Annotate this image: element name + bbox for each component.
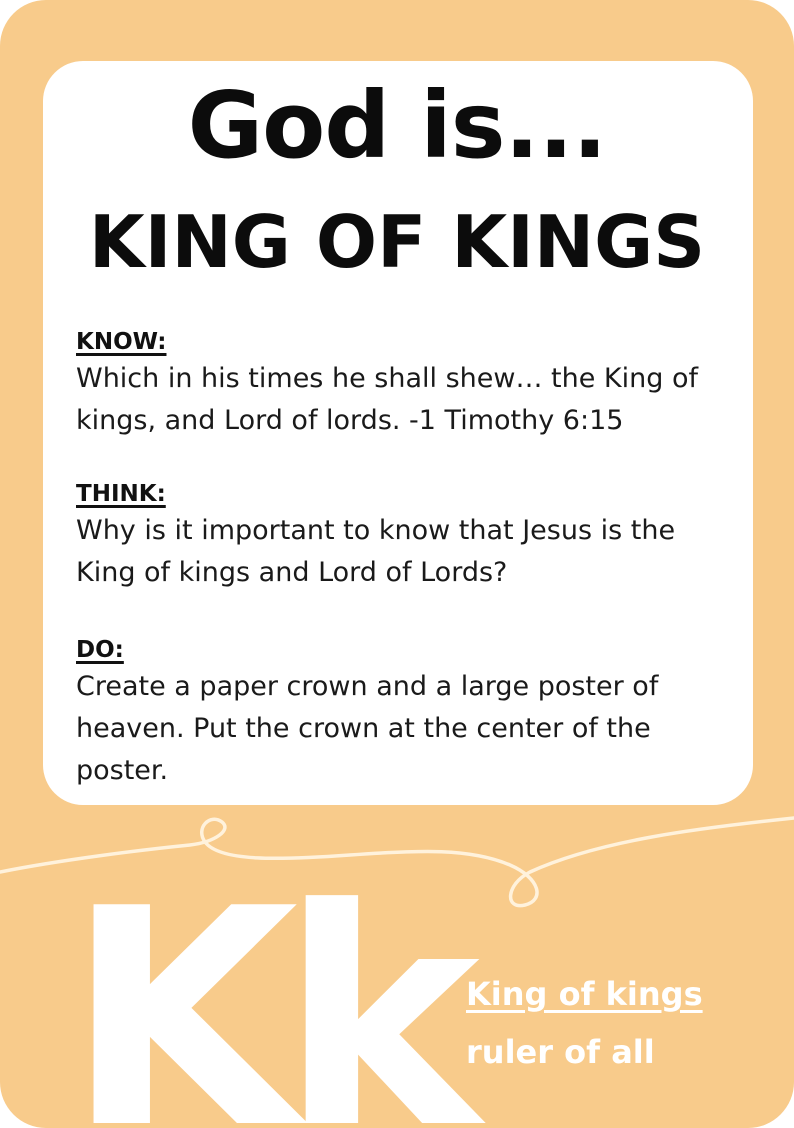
think-heading: THINK:: [76, 481, 166, 507]
tagline-primary: King of kings: [466, 975, 703, 1013]
big-letter: Kk: [66, 845, 462, 1128]
know-heading: KNOW:: [76, 329, 167, 355]
card-title: God is...: [187, 72, 607, 179]
think-body: Why is it important to know that Jesus is the King of kings and Lord of Lords?: [76, 515, 676, 588]
think-section: [76, 478, 736, 594]
do-heading: DO:: [76, 637, 124, 663]
card-subtitle: KING OF KINGS: [88, 200, 706, 284]
do-section: [76, 634, 736, 792]
know-body: Which in his times he shall shew… the King of kings, and Lord of lords. -1 Timothy 6:15: [76, 363, 698, 436]
know-section: [76, 326, 736, 442]
do-body: Create a paper crown and a large poster of heaven. Put the crown at the center of the poster.: [76, 671, 659, 786]
tagline-secondary: ruler of all: [466, 1033, 655, 1071]
